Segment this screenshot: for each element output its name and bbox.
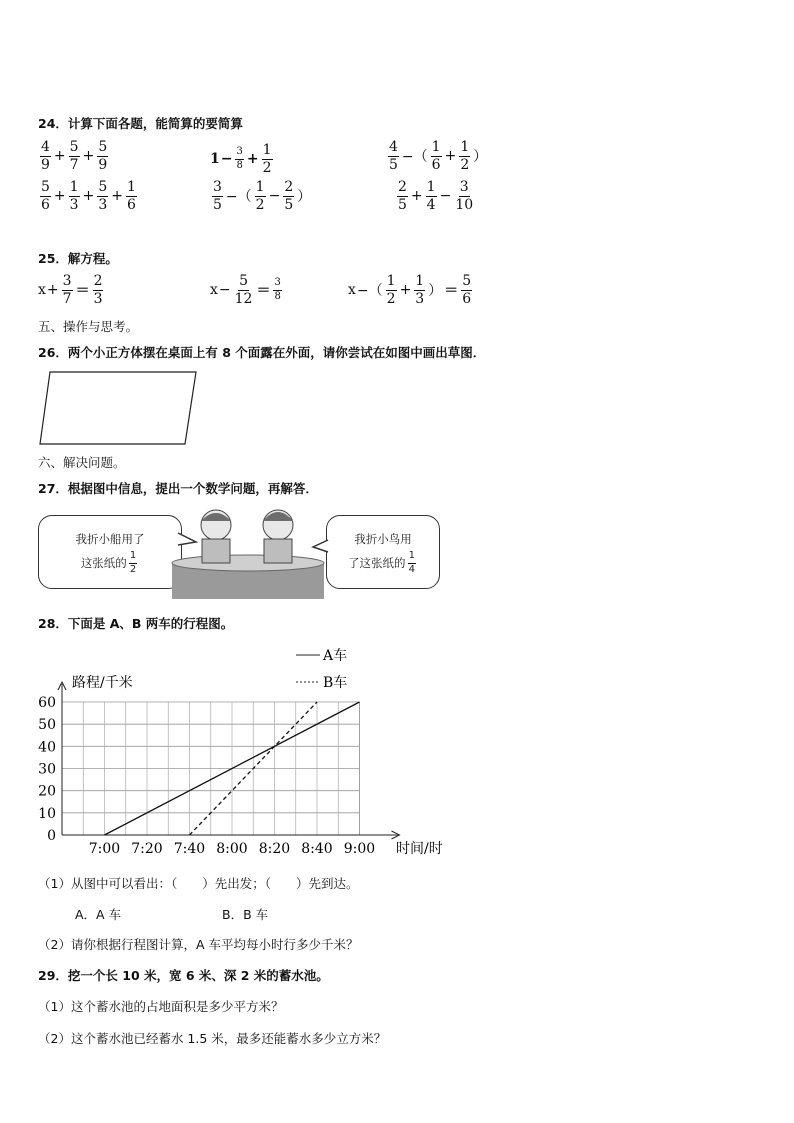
q24-expr-4: $\frac{5}{6}$ + $\frac{1}{3}$ + $\frac{5}{3}$ + $\frac{1}{6}$ [41, 179, 136, 213]
q29-sub1: （1）这个蓄水池的占地面积是多少平方米？ [38, 999, 284, 1014]
y-tick-label: 10 [38, 805, 56, 822]
chart-axes [58, 682, 400, 839]
x-tick-label: 7:00 [88, 841, 121, 857]
q24-expr-1: $\frac{4}{9}$ + $\frac{5}{7}$ + $\frac{5}{9}$ [41, 139, 108, 173]
legend-a [296, 648, 347, 664]
parallelogram-drawing-area [38, 370, 200, 446]
speech-bubble-right: 我折小鸟用 了这张纸的 $\frac{1}{4}$ [326, 515, 440, 589]
fraction: $\frac{4}{9}$ [41, 139, 50, 173]
fraction: $\frac{5}{7}$ [69, 139, 79, 173]
y-tick-label: 30 [38, 761, 56, 778]
q28-sub1: （1）从图中可以看出：（ ）先出发；（ ）先到达。 [38, 876, 359, 891]
q25-eq-3: x −（ $\frac{1}{2}$ + $\frac{1}{3}$ ） ＝ $\frac{5}{6}$ [348, 273, 472, 307]
bubble-tail-right [311, 538, 329, 556]
q27-title: 27．根据图中信息，提出一个数学问题，再解答． [38, 481, 318, 496]
children-illustration [170, 503, 326, 601]
chart-grid [62, 702, 360, 835]
legend-b-label: B车 [323, 675, 348, 691]
q24-title: 24．计算下面各题，能简算的要简算 [38, 116, 243, 131]
q29-sub2: （2）这个蓄水池已经蓄水 1.5 米，最多还能蓄水多少立方米？ [38, 1031, 387, 1046]
x-axis-label: 时间/时 [396, 841, 443, 857]
q24-expr-3: $\frac{4}{5}$ −（ $\frac{1}{6}$ + $\frac{1}{2}$ ） [389, 139, 488, 173]
section-5-heading: 五、操作与思考。 [38, 319, 139, 334]
q28-title: 28．下面是 A、B 两车的行程图。 [38, 616, 234, 631]
q25-title: 25．解方程。 [38, 251, 118, 266]
chart-ticks [38, 695, 375, 857]
q26-title: 26．两个小正方体摆在桌面上有 8 个面露在外面，请你尝试在如图中画出草图． [38, 345, 486, 360]
y-tick-label: 50 [38, 717, 56, 734]
q25-eq-1: x + $\frac{3}{7}$ ＝ $\frac{2}{3}$ [38, 273, 103, 307]
x-tick-label: 7:40 [173, 841, 206, 857]
x-tick-label: 8:00 [216, 841, 248, 857]
section-6-heading: 六、解决问题。 [38, 455, 126, 470]
y-tick-label: 0 [47, 828, 56, 844]
y-tick-label: 40 [38, 739, 56, 756]
x-tick-label: 9:00 [343, 841, 376, 857]
q29-title: 29．挖一个长 10 米，宽 6 米、深 2 米的蓄水池。 [38, 968, 329, 983]
legend-a-label: A车 [323, 648, 348, 664]
q24-expr-5: $\frac{3}{5}$ −（ $\frac{1}{2}$ − $\frac{2}{5}$ ） [213, 179, 312, 213]
q28-option-b: B．B 车 [222, 907, 269, 922]
q24-expr-2: 1 − $\frac{3}{8}$ + $\frac{1}{2}$ [210, 142, 272, 176]
y-axis-label: 路程/千米 [72, 675, 133, 691]
x-tick-label: 8:40 [301, 841, 333, 857]
q24-expr-6: $\frac{2}{5}$ + $\frac{1}{4}$ − $\frac{3}{10}$ [398, 179, 474, 213]
x-tick-label: 7:20 [131, 841, 163, 857]
legend-b [296, 675, 347, 691]
y-tick-label: 20 [38, 783, 56, 800]
y-tick-label: 60 [38, 695, 56, 711]
q28-sub2: （2）请你根据行程图计算，A 车平均每小时行多少千米？ [38, 937, 359, 952]
q25-eq-2: x − $\frac{5}{12}$ ＝ $\frac{3}{8}$ [210, 273, 281, 307]
speech-bubble-left: 我折小船用了 这张纸的 $\frac{1}{2}$ [38, 515, 182, 589]
travel-chart [0, 640, 480, 865]
q28-option-a: A．A 车 [75, 907, 122, 922]
x-tick-label: 8:20 [258, 841, 291, 857]
fraction: $\frac{5}{9}$ [98, 139, 108, 173]
